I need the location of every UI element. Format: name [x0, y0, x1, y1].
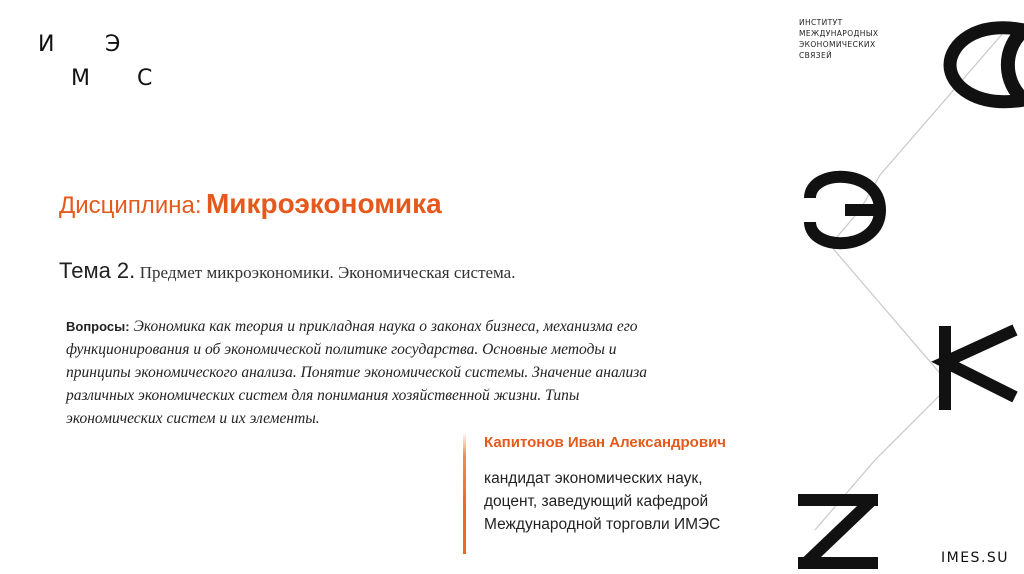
institute-line: МЕЖДУНАРОДНЫХ: [799, 29, 879, 38]
discipline-title: [59, 188, 442, 220]
author-info-line: кандидат экономических наук,: [484, 470, 703, 487]
big-letter-m-icon: [945, 330, 1015, 397]
topic-text: Предмет микроэкономики. Экономическая система.: [139, 263, 516, 282]
topic-line: [59, 258, 515, 284]
discipline-prefix: Дисциплина:: [59, 192, 202, 219]
author-info-line: Международной торговли ИМЭС: [484, 516, 721, 533]
logo-letter-m: М: [71, 66, 90, 91]
logo-letter-i: И: [38, 32, 55, 57]
institute-line: ИНСТИТУТ: [799, 18, 843, 27]
institute-line: ЭКОНОМИЧЕСКИХ: [799, 40, 876, 49]
institute-line: СВЯЗЕЙ: [799, 51, 833, 60]
website-link[interactable]: IMES.SU: [941, 550, 1010, 566]
author-info: [484, 467, 720, 536]
questions-label: Вопросы:: [66, 319, 130, 334]
logo-letter-e: Э: [105, 32, 121, 57]
questions-block: [66, 315, 666, 430]
questions-text: Экономика как теория и прикладная наука о законах бизнеса, механизма его функционирования и об экономической политике государства. Основные методы и принципы экономического анализа. Понятие экономической системы. Значение анализа различных экономических систем для понимания хозяйственной жизни. Типы экономических систем и их элементы.: [66, 318, 648, 427]
author-info-line: доцент, заведующий кафедрой: [484, 493, 709, 510]
logo-letter-s: С: [137, 66, 153, 91]
topic-label: Тема 2.: [59, 258, 136, 283]
discipline-name: Микроэкономика: [205, 188, 442, 219]
author-name: Капитонов Иван Александрович: [484, 434, 726, 451]
big-letter-c-icon: [1008, 30, 1024, 100]
author-divider: [463, 432, 466, 554]
